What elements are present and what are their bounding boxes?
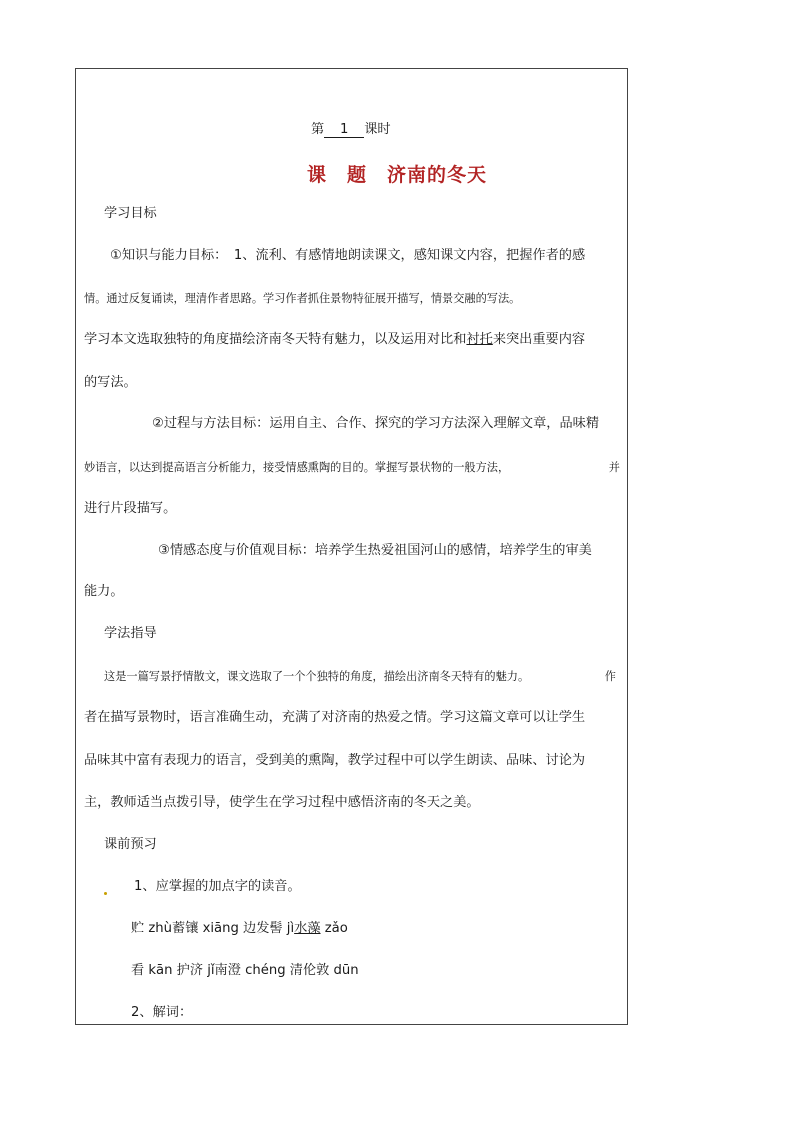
objective-2-line-2: 妙语言，以达到提高语言分析能力，接受情感熏陶的目的。掌握写景状物的一般方法， 并 xyxy=(84,461,620,474)
method-line-1: 这是一篇写景抒情散文，课文选取了一个个独特的角度，描绘出济南冬天特有的魅力。 作 xyxy=(104,670,616,683)
bullet-marker xyxy=(104,892,107,895)
objective-2-line-3: 进行片段描写。 xyxy=(84,501,177,516)
objective-1-line-1: ①知识与能力目标： 1、流利、有感情地朗读课文，感知课文内容，把握作者的感 xyxy=(110,248,586,263)
objective-2-line-1: ②过程与方法目标：运用自主、合作、探究的学习方法深入理解文章，品味精 xyxy=(152,416,600,431)
underlined-word: 水藻 xyxy=(294,921,321,936)
lesson-number: 1 xyxy=(339,122,349,137)
preview-question-2: 2、解词： xyxy=(131,1005,193,1020)
lesson-title: 课 题 济南的冬天 xyxy=(306,164,487,186)
pronunciation-line-1: 贮 zhù蓄镶 xiāng 边发髻 jì水藻 zǎo xyxy=(131,921,348,936)
lesson-suffix: 课时 xyxy=(364,122,391,137)
method-line-2: 者在描写景物时，语言准确生动，充满了对济南的热爱之情。学习这篇文章可以让学生 xyxy=(84,710,586,725)
preview-question-1: 1、应掌握的加点字的读音。 xyxy=(134,879,301,894)
method-line-3: 品味其中富有表现力的语言，受到美的熏陶，教学过程中可以学生朗读、品味、讨论为 xyxy=(84,753,586,768)
objective-1-line-4: 的写法。 xyxy=(84,375,137,390)
lesson-prefix: 第 xyxy=(311,122,325,137)
preview-heading: 课前预习 xyxy=(104,837,157,852)
method-heading: 学法指导 xyxy=(104,626,157,641)
objective-1-line-2: 情。通过反复诵读，理清作者思路。学习作者抓住景物特征展开描写，情景交融的写法。 xyxy=(84,292,521,305)
objective-1-line-3: 学习本文选取独特的角度描绘济南冬天特有魅力，以及运用对比和衬托来突出重要内容 xyxy=(84,332,586,347)
method-line-4: 主，教师适当点拨引导，使学生在学习过程中感悟济南的冬天之美。 xyxy=(84,795,480,810)
pronunciation-line-2: 看 kān 护济 jǐ南澄 chéng 清伦敦 dūn xyxy=(131,963,359,978)
objective-3-line-2: 能力。 xyxy=(84,584,124,599)
objectives-heading: 学习目标 xyxy=(104,206,157,221)
lesson-number-line xyxy=(311,121,391,139)
underlined-term: 衬托 xyxy=(466,332,493,347)
objective-3-line-1: ③情感态度与价值观目标：培养学生热爱祖国河山的感情，培养学生的审美 xyxy=(158,543,592,558)
